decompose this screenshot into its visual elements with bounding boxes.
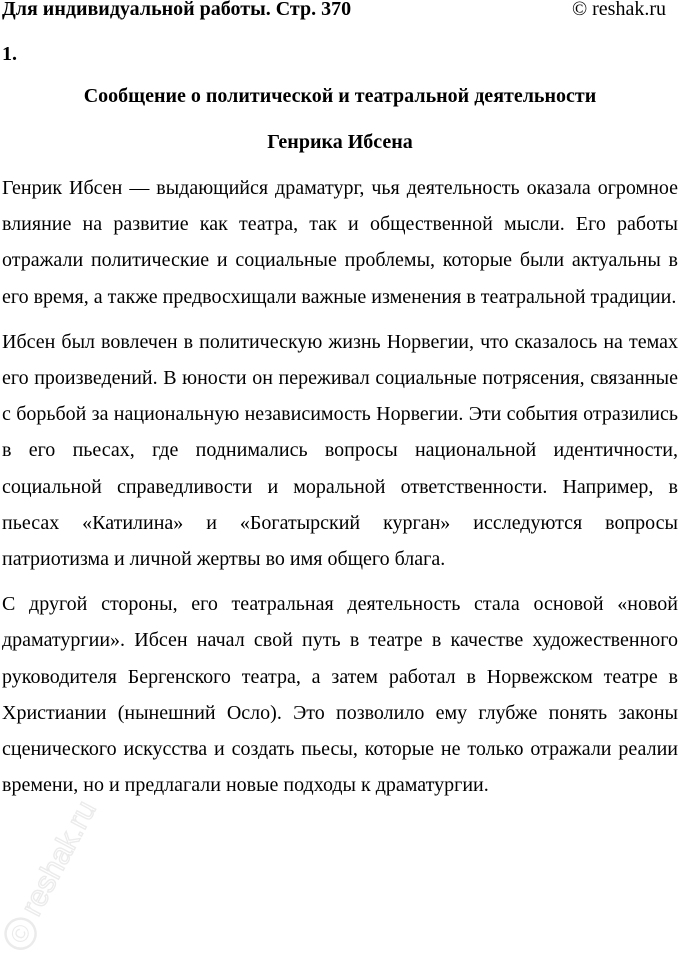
paragraph-intro: Генрик Ибсен — выдающийся драматург, чья деятельность оказала огромное влияние на развитие как театра, так и общественной мысли. Его работы отражали политические и социальные проблемы, которые были актуальны в его время, а также предвосхищали важные изменения в театральной традиции. [2,177,678,308]
header-source-title: Для индивидуальной работы. Стр. 370 [2,0,352,20]
page-header [0,0,680,24]
watermark-text: reshak.ru [15,795,103,922]
copyright-circle-icon [4,913,41,954]
header-site-label: © reshak.ru [571,0,666,20]
document-title-line-1: Сообщение о политической и театральной деятельности [83,85,597,107]
task-number: 1. [2,43,17,65]
paragraph-theatrical: С другой стороны, его театральная деятельность стала основой «новой драматургии». Ибсен начал свой путь в театре в качестве художественного руководителя Бергенского театра, а затем работал в Норвежском театре в Христиании (нынешний Осло). Это позволило ему глубже понять законы сценического искусства и создать пьесы, которые не только отражали реалии времени, но и предлагали новые подходы к драматургии. [2,593,678,797]
watermark-copyright-symbol: © [4,919,38,949]
paragraph-political: Ибсен был вовлечен в политическую жизнь Норвегии, что сказалось на темах его произведений. В юности он переживал социальные потрясения, связанные с борьбой за национальную независимость Норвегии. Эти события отразились в его пьесах, где поднимались вопросы национальной идентичности, социальной справедливости и моральной ответственности. Например, в пьесах «Катилина» и «Богатырский курган» исследуются вопросы патриотизма и личной жертвы во имя общего блага. [2,330,678,571]
watermark-mark [4,795,103,954]
document-title-line-2: Генрика Ибсена [267,131,413,153]
document-body [2,40,678,812]
